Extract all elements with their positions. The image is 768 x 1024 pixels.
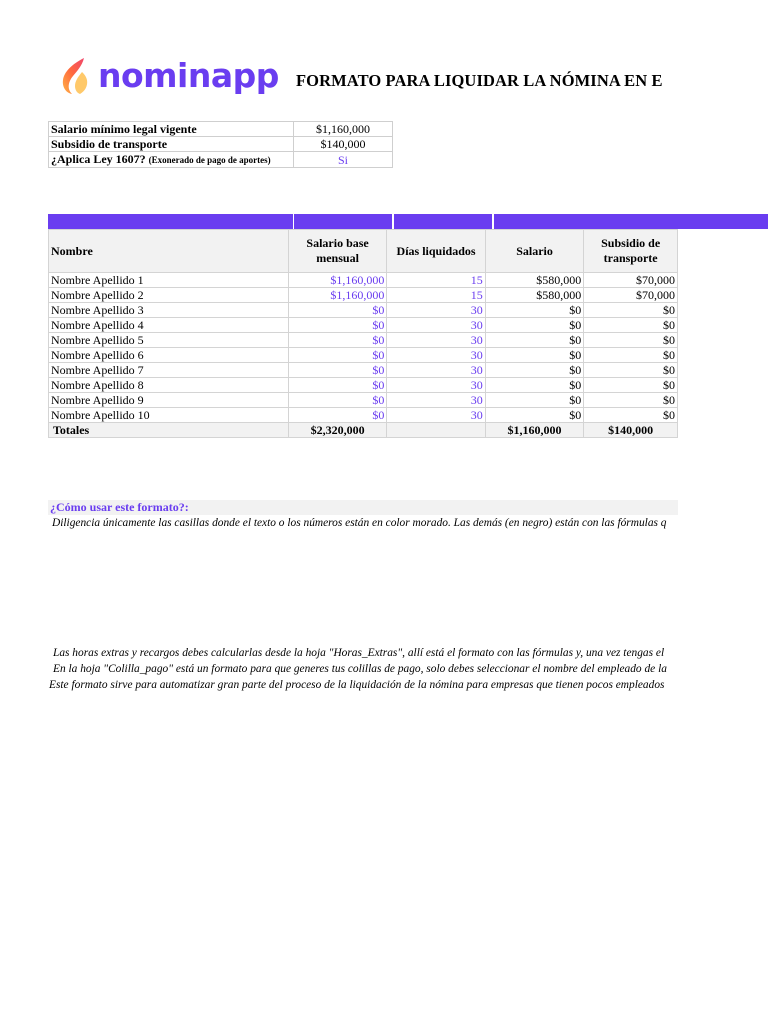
table-cell[interactable]: 30 (387, 378, 485, 393)
table-cell[interactable]: Nombre Apellido 7 (49, 363, 289, 378)
table-row (49, 318, 678, 333)
column-header: Subsidio de transporte (584, 230, 678, 273)
table-cell[interactable]: 30 (387, 393, 485, 408)
column-header: Nombre (49, 230, 289, 273)
table-cell[interactable]: $0 (584, 333, 678, 348)
table-cell[interactable]: $0 (288, 333, 387, 348)
table-cell[interactable]: $0 (288, 408, 387, 423)
param-row (49, 137, 393, 152)
table-cell[interactable]: $580,000 (485, 288, 584, 303)
column-header: Salario (485, 230, 584, 273)
table-cell[interactable]: $70,000 (584, 273, 678, 288)
header-band (678, 214, 768, 229)
table-cell[interactable]: Nombre Apellido 4 (49, 318, 289, 333)
table-cell[interactable]: $0 (584, 348, 678, 363)
param-label (49, 152, 294, 168)
table-cell[interactable]: $0 (288, 303, 387, 318)
table-cell[interactable]: Nombre Apellido 8 (49, 378, 289, 393)
param-label-text: Subsidio de transporte (51, 137, 168, 151)
table-cell[interactable]: 30 (387, 333, 485, 348)
table-cell[interactable]: Nombre Apellido 10 (49, 408, 289, 423)
param-label (49, 122, 294, 137)
table-cell[interactable]: $0 (485, 363, 584, 378)
table-cell[interactable]: $0 (485, 318, 584, 333)
table-cell[interactable]: 30 (387, 408, 485, 423)
table-cell[interactable]: $0 (584, 363, 678, 378)
parameters-table (48, 121, 393, 168)
header-band (494, 214, 678, 229)
param-label-text: Salario mínimo legal vigente (51, 122, 197, 136)
instructions-title: ¿Cómo usar este formato?: (50, 500, 189, 514)
table-cell[interactable]: 30 (387, 348, 485, 363)
table-cell[interactable]: $0 (485, 303, 584, 318)
table-row (49, 273, 678, 288)
param-row (49, 152, 393, 168)
table-cell[interactable]: $580,000 (485, 273, 584, 288)
instructions-text: Diligencia únicamente las casillas donde el texto o los números están en color morado. Las demás (en negro) están con las fórmulas q (52, 517, 667, 529)
param-label (49, 137, 294, 152)
table-cell[interactable]: $1,160,000 (288, 288, 387, 303)
param-label-text: ¿Aplica Ley 1607? (51, 152, 146, 166)
table-cell[interactable]: $0 (584, 408, 678, 423)
table-cell[interactable]: $0 (485, 378, 584, 393)
payroll-table (48, 229, 678, 438)
page-title: FORMATO PARA LIQUIDAR LA NÓMINA EN E (296, 71, 663, 90)
column-header: Salario base mensual (288, 230, 387, 273)
table-cell[interactable]: $0 (584, 303, 678, 318)
header-band (294, 214, 392, 229)
table-cell[interactable]: $0 (485, 393, 584, 408)
table-cell[interactable]: Nombre Apellido 9 (49, 393, 289, 408)
table-row (49, 333, 678, 348)
param-row (49, 122, 393, 137)
table-cell[interactable]: Nombre Apellido 6 (49, 348, 289, 363)
table-cell[interactable]: 15 (387, 288, 485, 303)
table-cell[interactable]: $0 (288, 363, 387, 378)
header-band (394, 214, 492, 229)
totals-cell: $2,320,000 (288, 423, 387, 438)
header-band (48, 214, 293, 229)
param-note: (Exonerado de pago de aportes) (148, 155, 271, 165)
note-line: Las horas extras y recargos debes calcularlas desde la hoja "Horas_Extras", allí está el formato con las fórmulas y, una vez tengas el (53, 647, 665, 659)
table-cell[interactable]: $0 (584, 378, 678, 393)
totals-cell (387, 423, 485, 438)
note-line: En la hoja "Colilla_pago" está un formato para que generes tus colillas de pago, solo debes seleccionar el nombre del empleado de la (53, 663, 667, 675)
logo-wordmark: nominapp (98, 56, 279, 95)
table-cell[interactable]: Nombre Apellido 1 (49, 273, 289, 288)
flame-icon (58, 56, 96, 96)
table-cell[interactable]: Nombre Apellido 2 (49, 288, 289, 303)
table-cell[interactable]: $0 (288, 318, 387, 333)
table-header-row (49, 230, 678, 273)
table-row (49, 363, 678, 378)
table-row (49, 378, 678, 393)
table-row (49, 348, 678, 363)
param-value-cell[interactable]: $1,160,000 (294, 122, 393, 137)
totals-cell: $140,000 (584, 423, 678, 438)
table-cell[interactable]: $0 (485, 348, 584, 363)
totals-cell: $1,160,000 (485, 423, 584, 438)
table-cell[interactable]: Nombre Apellido 3 (49, 303, 289, 318)
column-header: Días liquidados (387, 230, 485, 273)
table-row (49, 393, 678, 408)
table-cell[interactable]: 30 (387, 318, 485, 333)
table-cell[interactable]: 30 (387, 303, 485, 318)
table-row (49, 303, 678, 318)
table-cell[interactable]: 15 (387, 273, 485, 288)
table-cell[interactable]: Nombre Apellido 5 (49, 333, 289, 348)
totals-row (49, 423, 678, 438)
table-cell[interactable]: $0 (485, 408, 584, 423)
table-cell[interactable]: $0 (584, 393, 678, 408)
table-cell[interactable]: 30 (387, 363, 485, 378)
table-row (49, 408, 678, 423)
table-cell[interactable]: $0 (485, 333, 584, 348)
table-row (49, 288, 678, 303)
table-cell[interactable]: $0 (288, 393, 387, 408)
table-cell[interactable]: $1,160,000 (288, 273, 387, 288)
table-cell[interactable]: $0 (288, 378, 387, 393)
table-cell[interactable]: $0 (288, 348, 387, 363)
note-line: Este formato sirve para automatizar gran parte del proceso de la liquidación de la nómina para empresas que tienen pocos empleados (49, 679, 665, 691)
table-cell[interactable]: $70,000 (584, 288, 678, 303)
param-value-cell[interactable]: Si (294, 152, 393, 168)
param-value-cell[interactable]: $140,000 (294, 137, 393, 152)
totals-cell: Totales (49, 423, 289, 438)
table-cell[interactable]: $0 (584, 318, 678, 333)
nominapp-logo (58, 56, 279, 96)
